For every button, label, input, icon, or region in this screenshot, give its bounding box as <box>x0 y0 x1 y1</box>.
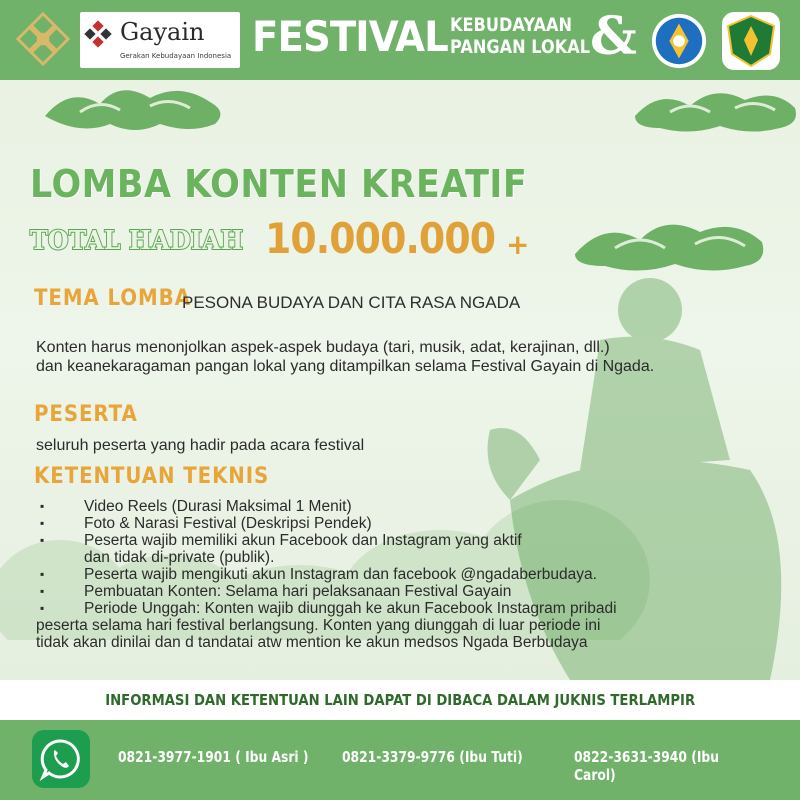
peserta-label: PESERTA <box>34 402 138 427</box>
whatsapp-glyph-icon <box>39 737 83 781</box>
info-bar <box>0 680 800 720</box>
info-text: INFORMASI DAN KETENTUAN LAIN DAPAT DI DIBACA DALAM JUKNIS TERLAMPIR <box>105 691 695 709</box>
ngada-regency-logo-icon <box>720 10 782 72</box>
rule-text: tidak akan dinilai dan d tandatai atw mention ke akun medsos Ngada Berbudaya <box>36 634 588 651</box>
kemdikbud-logo-icon <box>650 12 708 70</box>
festival-ampersand: & <box>590 6 637 67</box>
rule-text: Peserta wajib mengikuti akun Instagram dan facebook @ngadaberbudaya. <box>84 566 597 583</box>
cloud-ornament-right-top <box>630 80 800 136</box>
festival-subheading <box>450 14 590 58</box>
rule-text: Pembuatan Konten: Selama hari pelaksanaan Festival Gayain <box>84 583 512 600</box>
rule-text: Foto & Narasi Festival (Deskripsi Pendek) <box>84 515 372 532</box>
prize-amount: 10.000.000 <box>265 214 496 263</box>
contest-title: LOMBA KONTEN KREATIF <box>30 162 528 206</box>
bullet-icon: ▪ <box>40 499 45 513</box>
kebudayaan-logo-icon <box>14 10 72 68</box>
description-line-2: dan keanekaragaman pangan lokal yang ditampilkan selama Festival Gayain di Ngada. <box>36 358 655 375</box>
contact-footer <box>0 720 800 800</box>
rule-text: peserta selama hari festival berlangsung. Konten yang diunggah di luar periode ini <box>36 617 601 634</box>
festival-subheading-line1: KEBUDAYAAN <box>450 14 573 36</box>
bullet-icon: ▪ <box>40 584 45 598</box>
cloud-ornament-left <box>40 80 230 136</box>
list-item <box>36 583 776 600</box>
gayain-mark-icon <box>84 20 116 52</box>
bullet-icon: ▪ <box>40 601 45 615</box>
contact-tuti[interactable]: 0821-3379-9776 (Ibu Tuti) <box>342 748 523 766</box>
rule-text: Peserta wajib memiliki akun Facebook dan Instagram yang aktif <box>84 532 522 549</box>
gayain-name: Gayain <box>120 18 205 46</box>
whatsapp-icon <box>32 730 90 788</box>
list-item <box>36 498 776 515</box>
prize-plus: + <box>506 228 530 261</box>
rule-text: dan tidak di-private (publik). <box>84 549 275 566</box>
list-item <box>36 532 776 566</box>
description-line-1: Konten harus menonjolkan aspek-aspek budaya (tari, musik, adat, kerajinan, dll.) <box>36 339 610 356</box>
poster-body <box>0 80 800 680</box>
festival-heading: FESTIVAL <box>252 12 448 61</box>
prize-label: TOTAL HADIAH <box>30 226 244 256</box>
contact-carol[interactable]: 0822-3631-3940 (Ibu Carol) <box>574 748 719 784</box>
bullet-icon: ▪ <box>40 516 45 530</box>
description <box>36 338 654 376</box>
rule-text: Video Reels (Durasi Maksimal 1 Menit) <box>84 498 352 515</box>
cloud-ornament-right-middle <box>570 208 770 278</box>
tema-label: TEMA LOMBA <box>34 286 191 311</box>
tema-value: PESONA BUDAYA DAN CITA RASA NGADA <box>182 293 521 312</box>
gayain-subtitle: Gerakan Kebudayaan Indonesia <box>120 52 232 60</box>
header-bar <box>0 0 800 80</box>
peserta-text: seluruh peserta yang hadir pada acara festival <box>36 437 365 454</box>
rule-text: Periode Unggah: Konten wajib diunggah ke akun Facebook Instagram pribadi <box>84 600 617 617</box>
bullet-icon: ▪ <box>40 567 45 581</box>
list-item <box>36 515 776 532</box>
gayain-logo <box>80 12 240 68</box>
list-item <box>36 566 776 583</box>
bullet-icon: ▪ <box>40 533 45 547</box>
rules-list <box>36 498 776 651</box>
ketentuan-label: KETENTUAN TEKNIS <box>34 464 270 489</box>
contact-asri[interactable]: 0821-3977-1901 ( Ibu Asri ) <box>118 748 309 766</box>
list-item <box>36 600 776 651</box>
festival-subheading-line2: PANGAN LOKAL <box>450 36 591 58</box>
